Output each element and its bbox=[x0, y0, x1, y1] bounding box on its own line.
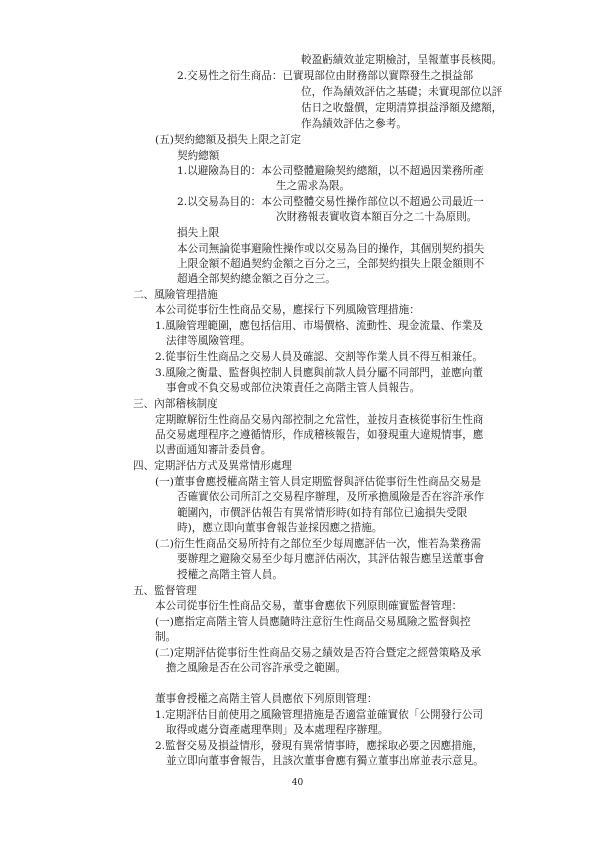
text-line: 並立即向董事會報告，且該次董事會應有獨立董事出席並表示意見。 bbox=[166, 755, 484, 767]
text-line: 2.以交易為目的：本公司整體交易性操作部位以不超過公司最近一 bbox=[177, 196, 484, 208]
text-line: 1.定期評估目前使用之風險管理措施是否適當並確實依「公開發行公司 bbox=[155, 709, 483, 721]
text-line: 上限金額不超過契約金額之百分之三，全部契約損失上限金額則不 bbox=[177, 258, 485, 270]
text-line: 品交易處理程序之遵循情形，作成稽核報告，如發現重大違規情事，應 bbox=[155, 429, 484, 441]
text-line: (一)應指定高階主管人員應隨時注意衍生性商品交易風險之監督與控 bbox=[155, 616, 471, 628]
text-line: 時)，應立即向董事會報告並採因應之措施。 bbox=[177, 522, 383, 534]
text-line: 要辦理之避險交易至少每月應評估兩次，其評估報告應呈送董事會 bbox=[177, 553, 485, 565]
text-line: 生之需求為限。 bbox=[276, 180, 351, 192]
text-line: 擔之風險是否在公司容許承受之範圍。 bbox=[166, 662, 347, 674]
text-line: 範圍內，市價評估報告有異常情形時(如持有部位已逾損失受限 bbox=[177, 507, 468, 519]
text-line: 本公司從事衍生性商品交易，董事會應依下列原則確實監督管理： bbox=[155, 600, 463, 612]
text-line: 2.交易性之衍生商品：已實現部位由財務部以實際發生之損益部 bbox=[177, 70, 474, 82]
text-line: (一)董事會應授權高階主管人員定期監督與評估從事衍生性商品交易是 bbox=[155, 476, 482, 488]
text-line: 超過全部契約總金額之百分之三。 bbox=[177, 273, 336, 285]
text-line: 2.從事衍生性商品之交易人員及確認、交割等作業人員不得互相兼任。 bbox=[155, 351, 483, 363]
page-number: 40 bbox=[291, 778, 304, 788]
text-line: 二、風險管理措施 bbox=[133, 289, 218, 301]
text-line: 否確實依公司所訂之交易程序辦理，及所承擔風險是否在容許承作 bbox=[177, 491, 485, 503]
text-line: 三、內部稽核制度 bbox=[133, 398, 218, 410]
text-line: 董事會授權之高階主管人員應依下列原則管理： bbox=[155, 693, 378, 705]
text-line: 五、監督管理 bbox=[133, 585, 197, 597]
text-line: 本公司從事衍生性商品交易，應採行下列風險管理措施： bbox=[155, 304, 420, 316]
text-line: 取得或處分資產處理準則」及本處理程序辦理。 bbox=[166, 724, 389, 736]
text-line: 1.以避險為目的：本公司整體避險契約總額，以不超過因業務所產 bbox=[177, 165, 484, 177]
text-line: 2.監督交易及損益情形，發現有異常情事時，應採取必要之因應措施， bbox=[155, 740, 483, 752]
text-line: 1.風險管理範圍，應包括信用、市場價格、流動性、現金流量、作業及 bbox=[155, 320, 483, 332]
text-line: 位，作為績效評估之基礎；未實現部位以評 bbox=[301, 86, 503, 98]
text-line: 四、定期評估方式及異常情形處理 bbox=[133, 460, 292, 472]
text-line: 法律等風險管理。 bbox=[166, 335, 251, 347]
text-line: 3.風險之衡量、監督與控制人員應與前款人員分屬不同部門，並應向董 bbox=[155, 367, 483, 379]
text-line: 制。 bbox=[155, 631, 177, 643]
text-line: 作為績效評估之參考。 bbox=[301, 118, 407, 130]
text-line: (五)契約總額及損失上限之訂定 bbox=[155, 134, 301, 146]
text-line: 損失上限 bbox=[177, 227, 220, 239]
text-line: (二)衍生性商品交易所持有之部位至少每周應評估一次，惟若為業務需 bbox=[155, 538, 482, 550]
text-line: (二)定期評估從事衍生性商品交易之績效是否符合暨定之經營策略及承 bbox=[155, 647, 482, 659]
text-line: 定期瞭解衍生性商品交易內部控制之允當性，並按月查核從事衍生性商 bbox=[155, 414, 484, 426]
text-line: 次財務報表實收資本額百分之二十為原則。 bbox=[276, 211, 478, 223]
text-line: 授權之高階主管人員。 bbox=[177, 569, 283, 581]
text-line: 契約總額 bbox=[177, 150, 220, 162]
text-line: 較盈虧績效並定期檢討，呈報董事長核閱。 bbox=[301, 54, 503, 66]
text-line: 估日之收盤價，定期清算損益淨額及總額， bbox=[301, 102, 503, 114]
text-line: 以書面通知審計委員會。 bbox=[155, 444, 272, 456]
text-line: 本公司無論從事避險性操作或以交易為目的操作，其個別契約損失 bbox=[177, 243, 485, 255]
text-line: 事會或不負交易或部位決策責任之高階主管人員報告。 bbox=[166, 382, 421, 394]
